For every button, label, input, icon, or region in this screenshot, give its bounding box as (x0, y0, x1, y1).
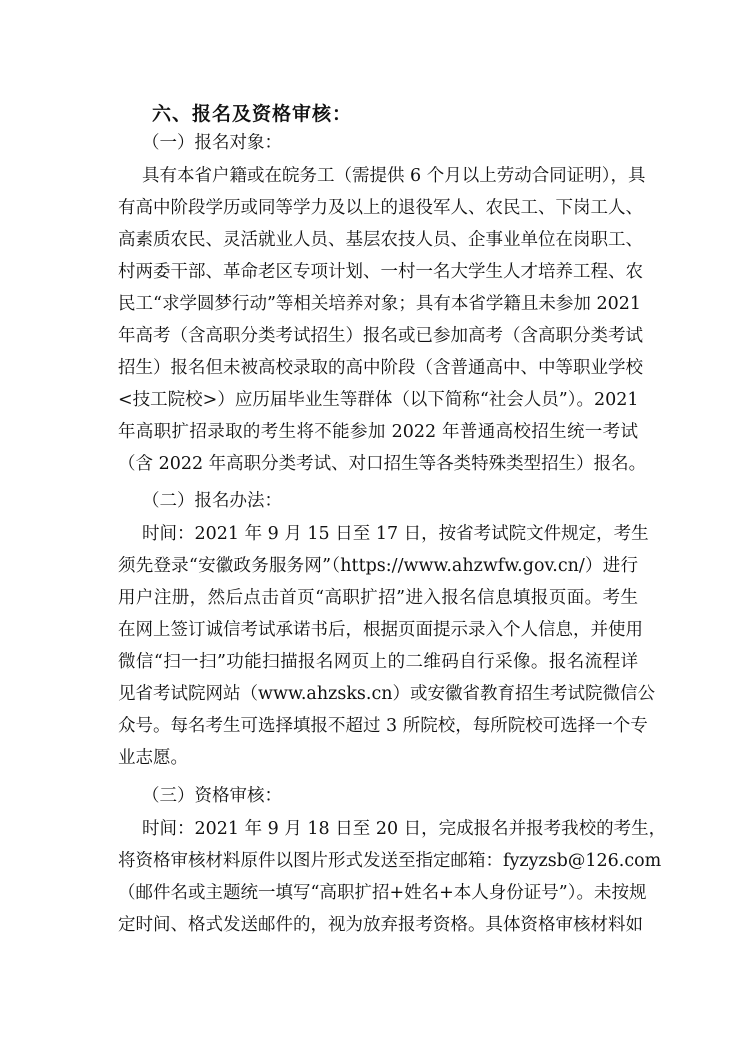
paragraph-line: 时间：2021 年 9 月 15 日至 17 日，按省考试院文件规定，考生 (142, 524, 649, 544)
paragraph-line: 在网上签订诚信考试承诺书后，根据页面提示录入个人信息，并使用 (118, 620, 643, 640)
paragraph-line: 业志愿。 (118, 748, 188, 768)
section-heading: 六、报名及资格审核： (152, 103, 353, 125)
paragraph-line: 用户注册，然后点击首页“高职扩招”进入报名信息填报页面。考生 (118, 588, 638, 608)
paragraph-line: （邮件名或主题统一填写“高职扩招+姓名+本人身份证号”）。未按规 (118, 883, 647, 903)
paragraph-line-with-link: 须先登录“安徽政务服务网”（https://www.ahzwfw.gov.cn/）进行 (118, 556, 638, 576)
paragraph-line: 有高中阶段学历或同等学力及以上的退役军人、农民工、下岗工人、 (118, 198, 643, 218)
paragraph-line: 具有本省户籍或在皖务工（需提供 6 个月以上劳动合同证明），具 (142, 166, 646, 186)
paragraph-line: 村两委干部、革命老区专项计划、一村一名大学生人才培养工程、农 (118, 262, 643, 282)
paragraph-line: 招生）报名但未被高校录取的高中阶段（含普通高中、中等职业学校 (118, 358, 643, 378)
paragraph-line: 年高考（含高职分类考试招生）报名或已参加高考（含高职分类考试 (118, 326, 643, 346)
paragraph-line: 众号。每名考生可选择填报不超过 3 所院校，每所院校可选择一个专 (118, 716, 648, 736)
paragraph-line: 高素质农民、灵活就业人员、基层农技人员、企事业单位在岗职工、 (118, 230, 643, 250)
subsection-title-qualification-review: （三）资格审核： (142, 786, 282, 806)
paragraph-line-with-email: 将资格审核材料原件以图片形式发送至指定邮箱：fyzyzsb@126.com (118, 851, 662, 871)
subsection-title-registration-method: （二）报名办法： (142, 491, 282, 511)
paragraph-line: 民工“求学圆梦行动”等相关培养对象；具有本省学籍且未参加 2021 (118, 294, 641, 314)
paragraph-line: <技工院校>）应历届毕业生等群体（以下简称“社会人员”）。2021 (118, 390, 639, 410)
paragraph-line: 微信“扫一扫”功能扫描报名网页上的二维码自行采像。报名流程详 (118, 652, 638, 672)
paragraph-line: 时间：2021 年 9 月 18 日至 20 日，完成报名并报考我校的考生， (142, 819, 667, 839)
paragraph-line: 年高职扩招录取的考生将不能参加 2022 年普通高校招生统一考试 (118, 422, 638, 442)
subsection-title-registration-target: （一）报名对象： (142, 133, 282, 153)
paragraph-line: 定时间、格式发送邮件的，视为放弃报考资格。具体资格审核材料如 (118, 915, 643, 935)
paragraph-line: （含 2022 年高职分类考试、对口招生等各类特殊类型招生）报名。 (118, 454, 647, 474)
paragraph-line-with-link: 见省考试院网站（www.ahzsks.cn）或安徽省教育招生考试院微信公 (118, 684, 656, 704)
